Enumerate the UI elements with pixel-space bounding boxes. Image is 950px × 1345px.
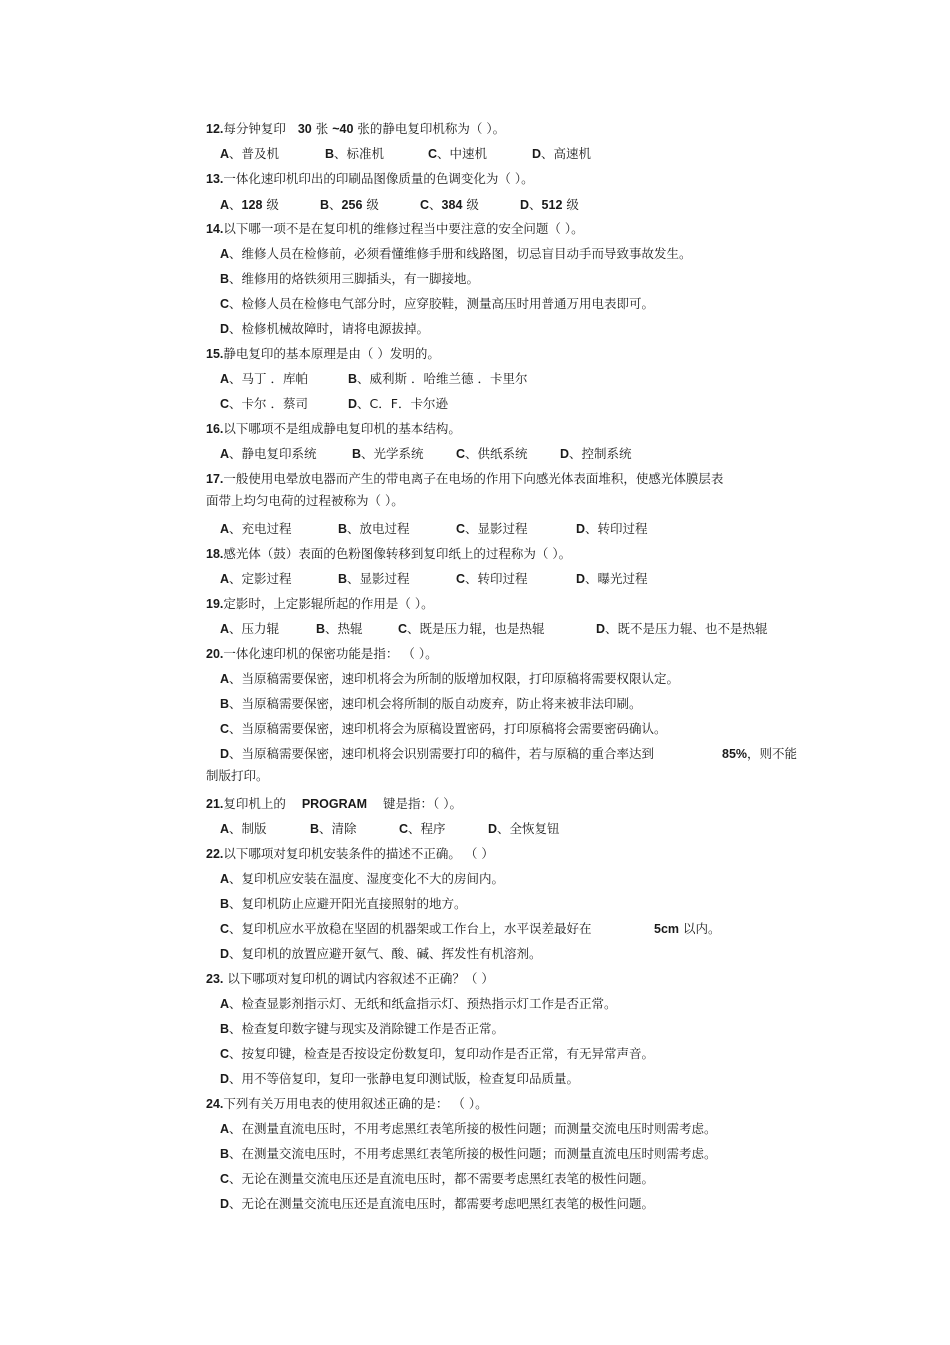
option-a: A、压力辊 (220, 621, 280, 636)
option-c: C、无论在测量交流电压还是直流电压时，都不需要考虑黑红表笔的极性问题。 (220, 1171, 655, 1186)
option-b: B、标准机 (325, 146, 385, 161)
question-number: 23. (206, 972, 224, 986)
option-b: B、放电过程 (338, 521, 410, 536)
option-a: A、制版 (220, 821, 267, 836)
option-d: D、C．F．卡尔逊 (348, 396, 448, 411)
option-c: C、卡尔 ．蔡司 (220, 396, 309, 411)
question-13 (206, 171, 534, 187)
option-d: D、检修机械故障时，请将电源拔掉。 (220, 321, 430, 336)
option-a: A、在测量直流电压时，不用考虑黑红表笔所接的极性问题；而测量交流电压时则需考虑。 (220, 1121, 717, 1136)
option-c: C、复印机应水平放稳在坚固的机器架或工作台上，水平误差最好在 (220, 921, 592, 936)
question-17 (206, 471, 723, 487)
question-number: 15. (206, 347, 224, 361)
option-b: B、维修用的烙铁须用三脚插头，有一脚接地。 (220, 271, 480, 286)
question-text: 定影时，上定影辊所起的作用是（ ）。 (223, 596, 434, 611)
question-number: 19. (206, 597, 224, 611)
option-d: D、当原稿需要保密，速印机将会识别需要打印的稿件，若与原稿的重合率达到 (220, 746, 655, 761)
option-b: B、检查复印数字键与现实及消除键工作是否正常。 (220, 1021, 505, 1036)
question-number: 18. (206, 547, 224, 561)
option-b: B、在测量交流电压时，不用考虑黑红表笔所接的极性问题；而测量直流电压时则需考虑。 (220, 1146, 717, 1161)
option-b: B、光学系统 (352, 446, 424, 461)
question-text: 以下哪项对复印机安装条件的描述不正确。 （ ） (223, 846, 494, 861)
question-number: 13. (206, 172, 224, 186)
option-a: A、维修人员在检修前，必须看懂维修手册和线路图，切忌盲目动手而导致事故发生。 (220, 246, 692, 261)
option-c: C、转印过程 (456, 571, 528, 586)
option-b: B、威利斯 ．哈维兰德 ．卡里尔 (348, 371, 528, 386)
question-number: 16. (206, 422, 224, 436)
option-d: D、全恢复钮 (488, 821, 560, 836)
question-24 (206, 1096, 488, 1112)
option-d: D、用不等倍复印，复印一张静电复印测试版，检查复印品质量。 (220, 1071, 580, 1086)
option-c: C、显影过程 (456, 521, 528, 536)
option-a: A、马丁 ．库帕 (220, 371, 309, 386)
question-22 (206, 846, 494, 862)
question-text: 张的静电复印机称为（ ）。 (357, 121, 506, 136)
question-number: 24. (206, 1097, 224, 1111)
option-c: C、既是压力辊，也是热辊 (398, 621, 545, 636)
question-14 (206, 221, 584, 237)
option-a: A、定影过程 (220, 571, 292, 586)
question-number: 20. (206, 647, 224, 661)
option-a: A、检查显影剂指示灯、无纸和纸盒指示灯、预热指示灯工作是否正常。 (220, 996, 617, 1011)
question-text: 感光体（鼓）表面的色粉图像转移到复印纸上的过程称为（ ）。 (223, 546, 572, 561)
question-12 (206, 121, 505, 137)
option-a: A、128 级 (220, 197, 279, 212)
option-d: D、曝光过程 (576, 571, 648, 586)
option-c: C、384 级 (420, 197, 479, 212)
option-a: A、普及机 (220, 146, 280, 161)
question-text: 以下哪项不是组成静电复印机的基本结构。 (223, 421, 461, 436)
option-b: B、当原稿需要保密，速印机会将所制的版自动废弃，防止将来被非法印刷。 (220, 696, 642, 711)
question-text: 每分钟复印 (223, 121, 286, 136)
option-a: A、当原稿需要保密，速印机将会为所制的版增加权限，打印原稿将需要权限认定。 (220, 671, 680, 686)
option-b: B、256 级 (320, 197, 379, 212)
question-17-continuation: 面带上均匀电荷的过程被称为（ ）。 (206, 493, 404, 508)
question-text: 一般使用电晕放电器而产生的带电离子在电场的作用下向感光体表面堆积，使感光体膜层表 (223, 471, 724, 486)
option-d: D、无论在测量交流电压还是直流电压时，都需要考虑吧黑红表笔的极性问题。 (220, 1196, 655, 1211)
question-21 (206, 796, 462, 812)
question-number: 12. (206, 122, 224, 136)
question-text: 静电复印的基本原理是由（ ）发明的。 (223, 346, 440, 361)
question-15 (206, 346, 440, 362)
option-b: B、复印机防止应避开阳光直接照射的地方。 (220, 896, 467, 911)
option-d: D、512 级 (520, 197, 579, 212)
option-a: A、充电过程 (220, 521, 292, 536)
question-text: 复印机上的 (223, 796, 286, 811)
question-text: 键是指：（ ）。 (383, 796, 462, 811)
question-text: 以下哪一项不是在复印机的维修过程当中要注意的安全问题（ ）。 (223, 221, 584, 236)
question-text: 一体化速印机印出的印刷品图像质量的色调变化为（ ）。 (223, 171, 534, 186)
option-c: C、当原稿需要保密，速印机将会为原稿设置密码，打印原稿将会需要密码确认。 (220, 721, 667, 736)
option-d: D、转印过程 (576, 521, 648, 536)
option-a: A、复印机应安装在温度、湿度变化不大的房间内。 (220, 871, 505, 886)
question-text: 张 (315, 121, 329, 136)
option-b: B、显影过程 (338, 571, 410, 586)
question-number: 22. (206, 847, 224, 861)
option-c: C、按复印键，检查是否按设定份数复印，复印动作是否正常，有无异常声音。 (220, 1046, 655, 1061)
question-number-value: ~40 (332, 122, 354, 136)
option-d-tail: 85%，则不能 (722, 746, 798, 761)
option-b: B、热辊 (316, 621, 363, 636)
question-text: 以下哪项对复印机的调试内容叙述不正确？（ ） (223, 971, 494, 986)
question-23 (206, 971, 494, 987)
option-d: D、控制系统 (560, 446, 632, 461)
option-d: D、既不是压力辊、也不是热辊 (596, 621, 768, 636)
option-a: A、静电复印系统 (220, 446, 317, 461)
question-16 (206, 421, 461, 437)
question-number: 17. (206, 472, 224, 486)
option-b: B、清除 (310, 821, 357, 836)
question-text: 一体化速印机的保密功能是指： （ ）。 (223, 646, 438, 661)
option-c: C、程序 (399, 821, 446, 836)
question-18 (206, 546, 571, 562)
question-number: 21. (206, 797, 224, 811)
option-c: C、供纸系统 (456, 446, 528, 461)
question-20 (206, 646, 438, 662)
question-text: 下列有关万用电表的使用叙述正确的是： （ ）。 (223, 1096, 488, 1111)
question-keyword: PROGRAM (301, 797, 368, 811)
question-number-value: 30 (297, 122, 312, 136)
question-19 (206, 596, 434, 612)
option-c-tail: 5cm 以内。 (654, 921, 721, 936)
option-c: C、检修人员在检修电气部分时，应穿胶鞋，测量高压时用普通万用电表即可。 (220, 296, 655, 311)
option-c: C、中速机 (428, 146, 488, 161)
option-d: D、高速机 (532, 146, 592, 161)
option-d-continuation: 制版打印。 (206, 768, 269, 783)
question-number: 14. (206, 222, 224, 236)
option-d: D、复印机的放置应避开氨气、酸、碱、挥发性有机溶剂。 (220, 946, 542, 961)
